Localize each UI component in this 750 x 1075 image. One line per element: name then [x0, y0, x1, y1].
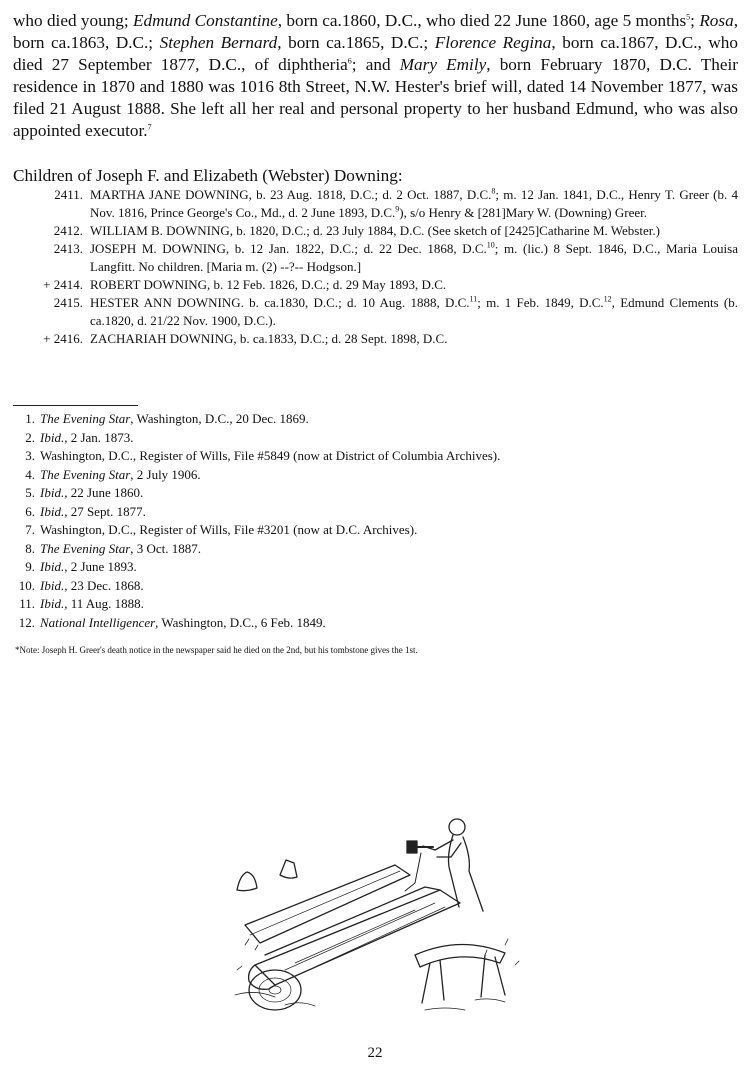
- footnote: 12. National Intelligencer, Washington, D.C., 6 Feb. 1849.: [18, 614, 326, 630]
- footnote-ref: 6: [347, 56, 352, 66]
- child-entry: [13, 222, 738, 240]
- child-text: MARTHA JANE DOWNING, b. 23 Aug. 1818, D.C.; d. 2 Oct. 1887, D.C.$^8$; m. 12 Jan. 1841, D.C., Henry T. Greer (b. 4 Nov. 1816, Prince George's Co., Md., d. 2 June 1893, D.C.$^9$), s/o Henry & [281]Mary W. (Downing) Greer.: [90, 186, 738, 220]
- child-text: WILLIAM B. DOWNING, b. 1820, D.C.; d. 23 July 1884, D.C. (See sketch of [2425]Catharine M. Webster.): [90, 223, 660, 238]
- child-name: Florence Regina: [434, 33, 552, 52]
- child-text: JOSEPH M. DOWNING, b. 12 Jan. 1822, D.C.; d. 22 Dec. 1868, D.C.$^{10}$; m. (lic.) 8 Sept. 1846, D.C., Maria Louisa Langfitt. No children. [Maria m. (2) --?-- Hodgson.]: [90, 240, 738, 274]
- child-text: HESTER ANN DOWNING. b. ca.1830, D.C.; d. 10 Aug. 1888, D.C.$^{11}$; m. 1 Feb. 1849, D.C.$^{12}$, Edmund Clements (b. ca.1820, d. 21/22 Nov. 1900, D.C.).: [90, 294, 738, 328]
- children-list: [13, 186, 738, 348]
- child-name: Mary Emily: [399, 55, 487, 74]
- footnote: 6. Ibid., 27 Sept. 1877.: [25, 503, 146, 519]
- footnote-ref: 10: [486, 240, 495, 250]
- footnote: 5. Ibid., 22 June 1860.: [25, 485, 144, 500]
- footnote: 7. Washington, D.C., Register of Wills, File #3201 (now at D.C. Archives).: [25, 522, 418, 537]
- footnotes: [13, 410, 738, 656]
- child-entry: [13, 294, 738, 330]
- footnote-ref: 8: [491, 186, 496, 196]
- children-heading: Children of Joseph F. and Elizabeth (Webster) Downing:: [13, 166, 403, 185]
- footnote: 9. Ibid., 2 June 1893.: [25, 559, 137, 574]
- page-note: *Note: Joseph H. Greer's death notice in the newspaper said he died on the 2nd, but his tombstone gives the 1st.: [15, 645, 418, 655]
- child-name: Rosa: [699, 11, 734, 30]
- log-hewing-illustration: [225, 795, 530, 1025]
- footnote: 2. Ibid., 2 Jan. 1873.: [25, 429, 134, 445]
- footnote: 11. Ibid., 11 Aug. 1888.: [19, 596, 144, 611]
- footnote-ref: 11: [469, 294, 478, 304]
- footnote: 4. The Evening Star, 2 July 1906.: [25, 466, 201, 482]
- footnote-ref: 12: [603, 294, 612, 304]
- footnote: 8. The Evening Star, 3 Oct. 1887.: [25, 540, 202, 556]
- child-number: 2415.: [53, 295, 83, 310]
- footnote-ref: 9: [395, 204, 400, 214]
- intro-paragraph: who died young; Edmund Constantine, born ca.1860, D.C., who died 22 June 1860, age 5 months$^5$; Rosa, born ca.1863, D.C.; Stephen Bernard, born ca.1865, D.C.; Florence Regina, born ca.1867, D.C., who died 27 September 1877, D.C., of diphtheria$^6$; and Mary Emily, born February 1870, D.C. Their residence in 1870 and 1880 was 1016 8th Street, N.W. Hester's brief will, dated 14 November 1877, was filed 21 August 1888. She left all her real and personal property to her husband Edmund, who was also appointed executor.$^7$: [13, 11, 739, 140]
- child-entry: [13, 276, 738, 294]
- child-number: + 2414.: [43, 277, 83, 292]
- child-entry: [13, 186, 738, 222]
- footnote: 1. The Evening Star, Washington, D.C., 20 Dec. 1869.: [25, 411, 309, 426]
- footnote: 10. Ibid., 23 Dec. 1868.: [18, 577, 144, 593]
- child-name: Edmund Constantine: [133, 11, 278, 30]
- child-number: 2412.: [53, 223, 83, 238]
- child-entry: [13, 240, 738, 276]
- page-number: 22: [367, 1045, 383, 1061]
- child-entry: [13, 330, 738, 348]
- child-name: Stephen Bernard: [159, 33, 278, 52]
- child-number: 2411.: [54, 187, 83, 202]
- child-number: + 2416.: [43, 331, 83, 346]
- child-text: ZACHARIAH DOWNING, b. ca.1833, D.C.; d. 28 Sept. 1898, D.C.: [90, 331, 448, 346]
- footnote: 3. Washington, D.C., Register of Wills, File #5849 (now at District of Columbia Archives).: [25, 448, 501, 463]
- footnote-ref: 7: [147, 122, 152, 132]
- child-number: 2413.: [53, 241, 83, 256]
- footnote-divider: [13, 405, 138, 406]
- footnote-ref: 5: [686, 12, 691, 22]
- child-text: ROBERT DOWNING, b. 12 Feb. 1826, D.C.; d. 29 May 1893, D.C.: [90, 277, 447, 292]
